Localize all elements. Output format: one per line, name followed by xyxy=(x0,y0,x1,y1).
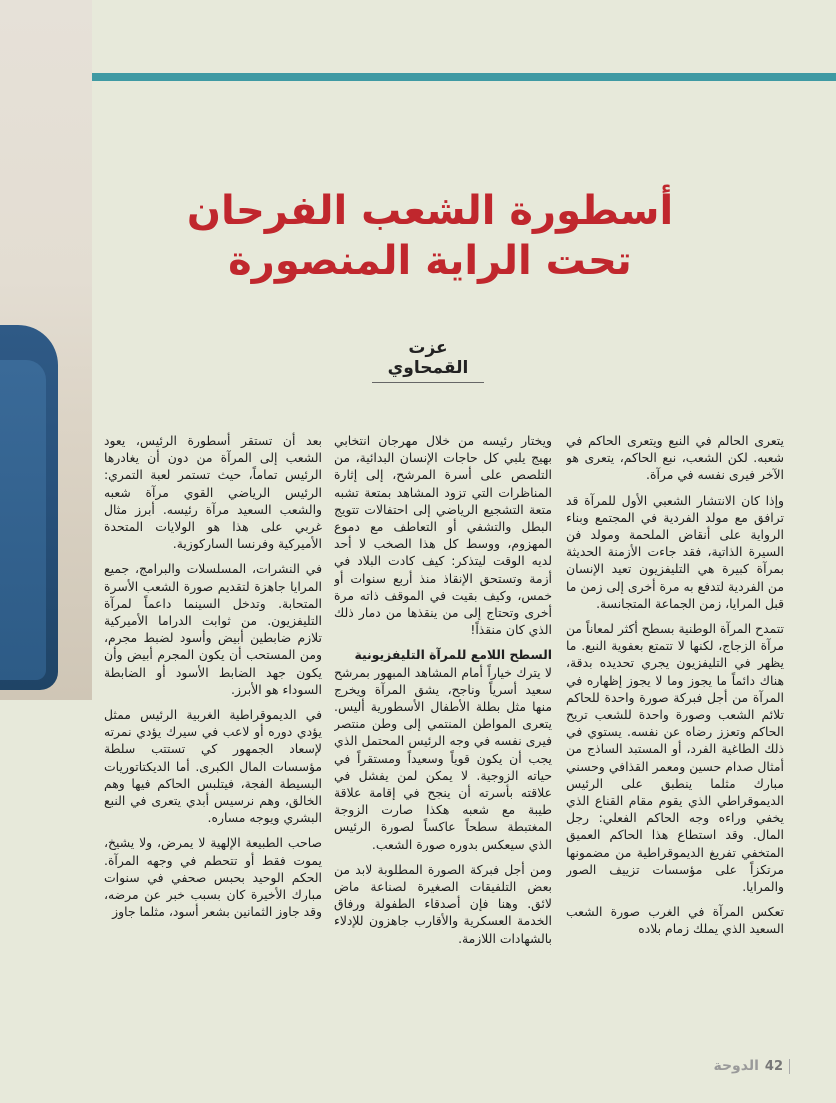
top-rule xyxy=(92,73,836,81)
paragraph: في الديموقراطية الغربية الرئيس ممثل يؤدي دوره أو لاعب في سيرك يؤدي نمرته لإسعاد الجمهور كي تستتب سلطة مؤسسات المال الكبرى. أما الديكتاتوريات البسيطة الفجة، فيتلبس الحاكم فيها وهم الخالق، وهم نرسيس أبدي يتعرى في النبع البشري ويوجه مساره. xyxy=(104,707,322,826)
text-column-right xyxy=(566,432,784,1032)
paragraph: بعد أن تستقر أسطورة الرئيس، يعود الشعب إلى المرآة من دون أن يغادرها الرئيس تماماً، حيث تستمر لعبة التمري: الرئيس الرياضي القوي مرآة شعبه والشعب السعيد مرآة رئيسه. أبرز مثال غربي على هذا هو الولايات المتحدة الأميركية وفرنسا الساركوزية. xyxy=(104,433,322,552)
article-title-line1: أسطورة الشعب الفرحان xyxy=(186,188,674,234)
paragraph: تتمدح المرآة الوطنية بسطح أكثر لمعاناً من مرآة الزجاج، لكنها لا تتمتع بعفوية النبع. ما يظهر في التليفزيون يجري تحديده بدقة، هناك دائماً ما يجوز وما لا يجوز إظهاره في المرآة من أجل فبركة صورة واحدة للحاكم تلائم الشعب وصورة واحدة للشعب تريح الحاكم وتعزز رضاه عن نفسه. يستوي في ذلك الطاغية الفرد، أو المستبد الساذج من أمثال صدام حسين ومعمر القذافي وحسني مبارك مثلما ينطبق على الرئيس الديموقراطي الذي يقوم مقام القناع الذي يخفي وراءه وجه الحاكم الفعلي: رجل المال. وقد استطاع هذا الحاكم العميق المتخفي تفريغ الديموقراطية من مضمونها مرتكزاً على مؤسسات تزييف الصور والمرايا. xyxy=(566,621,784,895)
paragraph: لا يترك خياراً أمام المشاهد المبهور بمرشح سعيد أسرياً وناجح، يشق المرآة ويخرج منها مثل بطلة الأطفال الأسطورية أليس. يتعرى المواطن المنتمي إلى وطن منتصر فيرى نفسه في وجه الرئيس المحتمل الذي يجب أن يكون قوياً وسعيداً ومستقراً في حياته الزوجية. لا يمكن لمن يفشل في علاقته بأسرته أن ينجح في إقامة علاقة طيبة مع شعبه هكذا صارت الزوجة المغتبطة سطحاً عاكساً لصورة الرئيس الذي سيعكس بدوره صورة الشعب. xyxy=(334,664,552,852)
paragraph: تعكس المرآة في الغرب صورة الشعب السعيد الذي يملك زمام بلاده xyxy=(566,904,784,937)
page-footer xyxy=(700,1056,790,1076)
paragraph: في النشرات، المسلسلات والبرامج، جميع المرايا جاهزة لتقديم صورة الشعب الأسرة المتحابة. وتدخل السينما داعماً لمرآة التليفزيون. من ثوابت الدراما الأميركية تلازم ضابطين أبيض وأسود لضبط مجرم، ومن المستحب أن يكون المجرم أبيض وأن يكون جهد الضابط الأسود أو الضابطة السوداء هو الأبرز. xyxy=(104,561,322,697)
magazine-logo: الدوحة xyxy=(713,1058,759,1074)
paragraph: ويختار رئيسه من خلال مهرجان انتخابي بهيج يلبي كل حاجات الإنسان البدائية، من التلصص على أسرة المرشح، إلى إثارة المناظرات التي تزود المشاهد بمتعة تشبه متعة التشجيع الرياضي إلى احتفالات تتويج البطل والتشفي أو التعاطف مع دموع المهزوم، ووسط كل هذا الصخب لا أحد لديه الوقت ليتذكر: كيف كادت البلاد في أزمة وتستحق الإنقاذ منذ أربع سنوات أو خمس، وكيف بقيت في الموقف ذاته مرة أخرى وتحتاج إلى من ينقذها من دمار ذلك الذي كان منقذاً! xyxy=(334,433,552,638)
page-number: 42 xyxy=(765,1059,790,1074)
paragraph: وإذا كان الانتشار الشعبي الأول للمرآة قد ترافق مع مولد الفردية في المجتمع وبناء الرواية على أنقاض الملحمة ومولد فن السيرة الذاتية، فقد جاءت الأزمنة الحديثة بمرآة كبيرة هي التليفزيون تعيد الإنسان من الفردية لتدفع به مرة أخرى إلى زمن ما قبل المرايا، زمن الجماعة المتجانسة. xyxy=(566,492,784,611)
photo-jacket-lapel xyxy=(0,360,46,680)
cover-photo xyxy=(0,0,92,700)
paragraph: صاحب الطبيعة الإلهية لا يمرض، ولا يشيخ، يموت فقط أو تتحطم في وجهه المرآة. الحكم الوحيد بحبس صحفي في سنوات مبارك الأخيرة كان بسبب خبر عن مرضه، وقد جاوز الثمانين بشعر أسود، مثلما جاوز xyxy=(104,835,322,920)
paragraph: ومن أجل فبركة الصورة المطلوبة لابد من بعض التلفيقات الصغيرة لصناعة ماض لائق. وهنا فإن أصدقاء الطفولة ورفاق الخدمة العسكرية والأقارب جاهزون للإدلاء بالشهادات اللازمة. xyxy=(334,861,552,946)
subheading: السطح اللامع للمرآة التليفزيونية xyxy=(354,647,552,663)
author-byline: عزت القمحاوي xyxy=(372,338,484,383)
text-column-left xyxy=(104,432,322,1032)
paragraph: يتعرى الحالم في النبع ويتعرى الحاكم في شعبه. لكن الشعب، نبع الحاكم، يتعرى هو الآخر فيرى نفسه في مرآة. xyxy=(566,433,784,483)
text-column-middle xyxy=(334,432,552,1032)
article-title-line2: تحت الراية المنصورة xyxy=(228,238,632,284)
